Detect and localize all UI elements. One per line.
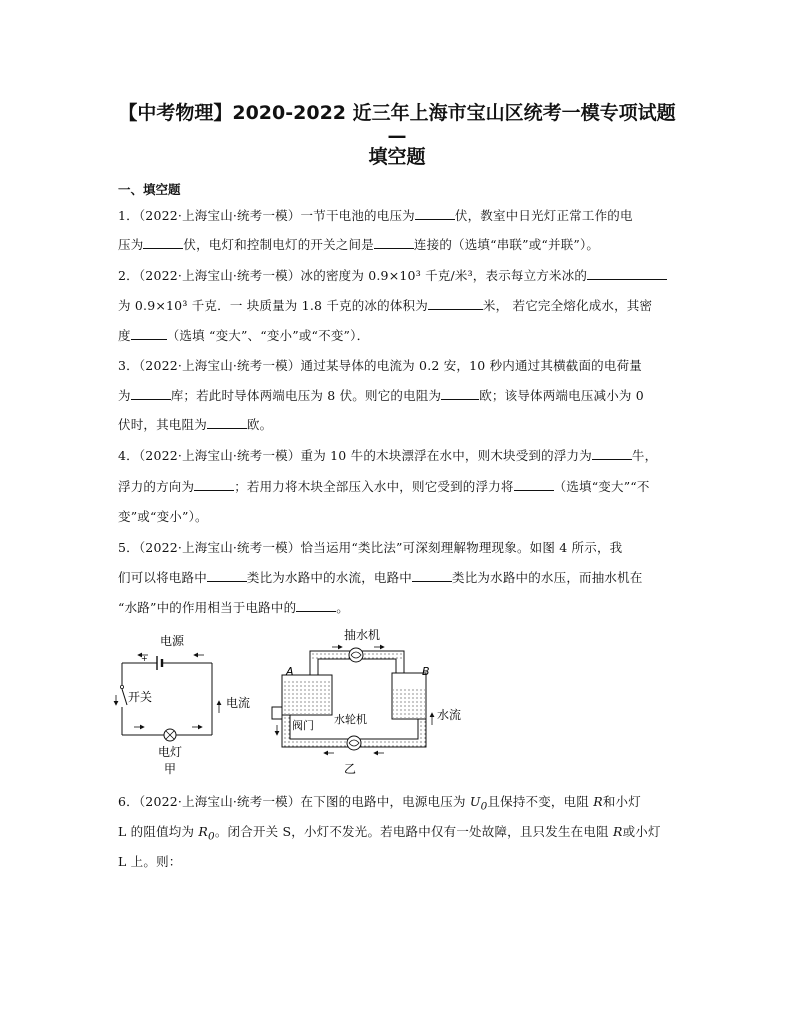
question-3-line-2 [118, 386, 678, 404]
q5-text: 们可以将电路中 [118, 570, 207, 585]
q2-text: （选填 “变大”、“变小”或“不变”）． [166, 328, 370, 343]
question-1-line-1 [118, 206, 678, 224]
question-6-line-3 [118, 852, 678, 870]
question-4-line-3 [118, 507, 678, 525]
q2-text: 米， 若它完全熔化成水，其密 [482, 298, 653, 313]
symbol-r: R [593, 794, 603, 809]
symbol-u: U [469, 794, 481, 809]
water-circuit-diagram [272, 627, 461, 776]
q5-text: 5．（2022·上海宝山·统考一模）恰当运用“类比法”可深刻理解物理现象。如图 4 所示，我 [118, 540, 623, 555]
q1-text: 伏，电灯和控制电灯的开关之间是 [183, 237, 374, 252]
answer-blank [514, 478, 554, 491]
answer-blank [207, 569, 247, 582]
figure-caption-yi: 乙 [344, 762, 357, 776]
q6-text: 和小灯 [602, 794, 641, 809]
question-6-line-2 [118, 822, 678, 843]
q3-text: 为 [118, 388, 131, 403]
symbol-r: R [198, 824, 208, 839]
q6-text: 。闭合开关 S，小灯不发光。若电路中仅有一处故障，且只发生在电阻 [214, 824, 613, 839]
question-2-line-1 [118, 266, 678, 284]
q3-text: 欧。 [246, 417, 273, 432]
q2-text: 度 [118, 328, 131, 343]
q1-text: 压为 [118, 237, 144, 252]
q6-text: 或小灯 [622, 824, 661, 839]
q6-text: 6．（2022·上海宝山·统考一模）在下图的电路中，电源电压为 [118, 794, 470, 809]
power-label: 电源 [160, 634, 185, 648]
answer-blank [296, 599, 336, 612]
water-fill [418, 719, 426, 747]
analogy-figure [112, 625, 472, 780]
symbol-r: R [612, 824, 623, 839]
question-5-line-2 [118, 568, 678, 586]
question-1-line-2 [118, 235, 678, 253]
document-title: 【中考物理】2020-2022 近三年上海市宝山区统考一模专项试题— [118, 102, 676, 147]
answer-blank [441, 387, 479, 400]
answer-blank [131, 327, 167, 340]
q3-text: 欧；该导体两端电压减小为 0 [479, 388, 644, 403]
answer-blank [374, 236, 414, 249]
current-label: 电流 [226, 696, 251, 710]
answer-blank [194, 478, 234, 491]
question-3-line-1 [118, 356, 678, 374]
q5-text: 类比为水路中的水流，电路中 [246, 570, 413, 585]
q3-text: 库；若此时导体两端电压为 8 伏。则它的电阻为 [170, 388, 442, 403]
label-a: A [286, 665, 294, 678]
question-2-line-3 [118, 326, 678, 344]
q2-text: 为 0.9×10³ 千克．一 块质量为 1.8 千克的冰的体积为 [118, 298, 428, 313]
switch-lever [122, 689, 127, 705]
turbine-label: 水轮机 [334, 713, 367, 726]
answer-blank [415, 207, 455, 220]
question-4-line-1 [118, 446, 678, 464]
water-fill [283, 681, 331, 714]
question-2-line-2 [118, 296, 678, 314]
answer-blank [592, 447, 632, 460]
switch-label: 开关 [128, 690, 153, 704]
figure-caption-jia: 甲 [164, 762, 177, 776]
q4-text: （选填“变大”“不 [553, 479, 650, 494]
question-3-line-3 [118, 415, 678, 433]
q1-text: 伏，教室中日光灯正常工作的电 [454, 208, 633, 223]
q1-text: 连接的（选填“串联”或“并联”）。 [413, 237, 600, 252]
circuit-diagram [116, 633, 250, 776]
answer-blank [143, 236, 183, 249]
question-4-line-2 [118, 477, 678, 495]
answer-blank [428, 297, 483, 310]
question-5-line-1 [118, 538, 678, 556]
q4-text: 4．（2022·上海宝山·统考一模）重为 10 牛的木块漂浮在水中，则木块受到的浮力为 [118, 448, 592, 463]
question-5-line-3 [118, 598, 678, 616]
section-heading: 一、填空题 [118, 182, 181, 197]
q4-text: 变”或“变小”）。 [118, 509, 208, 524]
flow-label: 水流 [437, 708, 462, 722]
q4-text: 浮力的方向为 [118, 479, 195, 494]
valve-label: 阀门 [292, 719, 314, 732]
q5-text: 。 [336, 600, 349, 615]
answer-blank [131, 387, 171, 400]
valve-icon [272, 707, 282, 719]
q1-text: 1．（2022·上海宝山·统考一模）一节干电池的电压为 [118, 208, 415, 223]
symbol-subscript: 0 [480, 800, 488, 813]
pump-label: 抽水机 [344, 628, 381, 642]
answer-blank [207, 416, 247, 429]
q4-text: 牛， [631, 448, 658, 463]
q3-text: 伏时，其电阻为 [118, 417, 207, 432]
document-title-line2: 填空题 [368, 146, 426, 168]
switch-contact [120, 685, 123, 688]
question-6-line-1 [118, 792, 678, 813]
q4-text: ；若用力将木块全部压入水中，则它受到的浮力将 [234, 479, 514, 494]
answer-blank [412, 569, 452, 582]
plus-sign: + [141, 654, 148, 663]
q5-text: 类比为水路中的水压，而抽水机在 [452, 570, 643, 585]
q6-text: L 的阻值均为 [118, 824, 199, 839]
q5-text: “水路”中的作用相当于电路中的 [118, 600, 297, 615]
label-b: B [422, 665, 430, 678]
q3-text: 3．（2022·上海宝山·统考一模）通过某导体的电流为 0.2 安，10 秒内通过其横截面的电荷量 [118, 358, 642, 373]
water-fill [393, 687, 425, 718]
q6-text: 且保持不变，电阻 [487, 794, 594, 809]
answer-blank [587, 267, 667, 280]
q6-text: L 上。则： [118, 854, 182, 869]
lamp-label: 电灯 [158, 745, 183, 759]
q2-text: 2．（2022·上海宝山·统考一模）冰的密度为 0.9×10³ 千克/米³，表示每立方米冰的 [118, 268, 588, 283]
symbol-subscript: 0 [207, 830, 215, 843]
